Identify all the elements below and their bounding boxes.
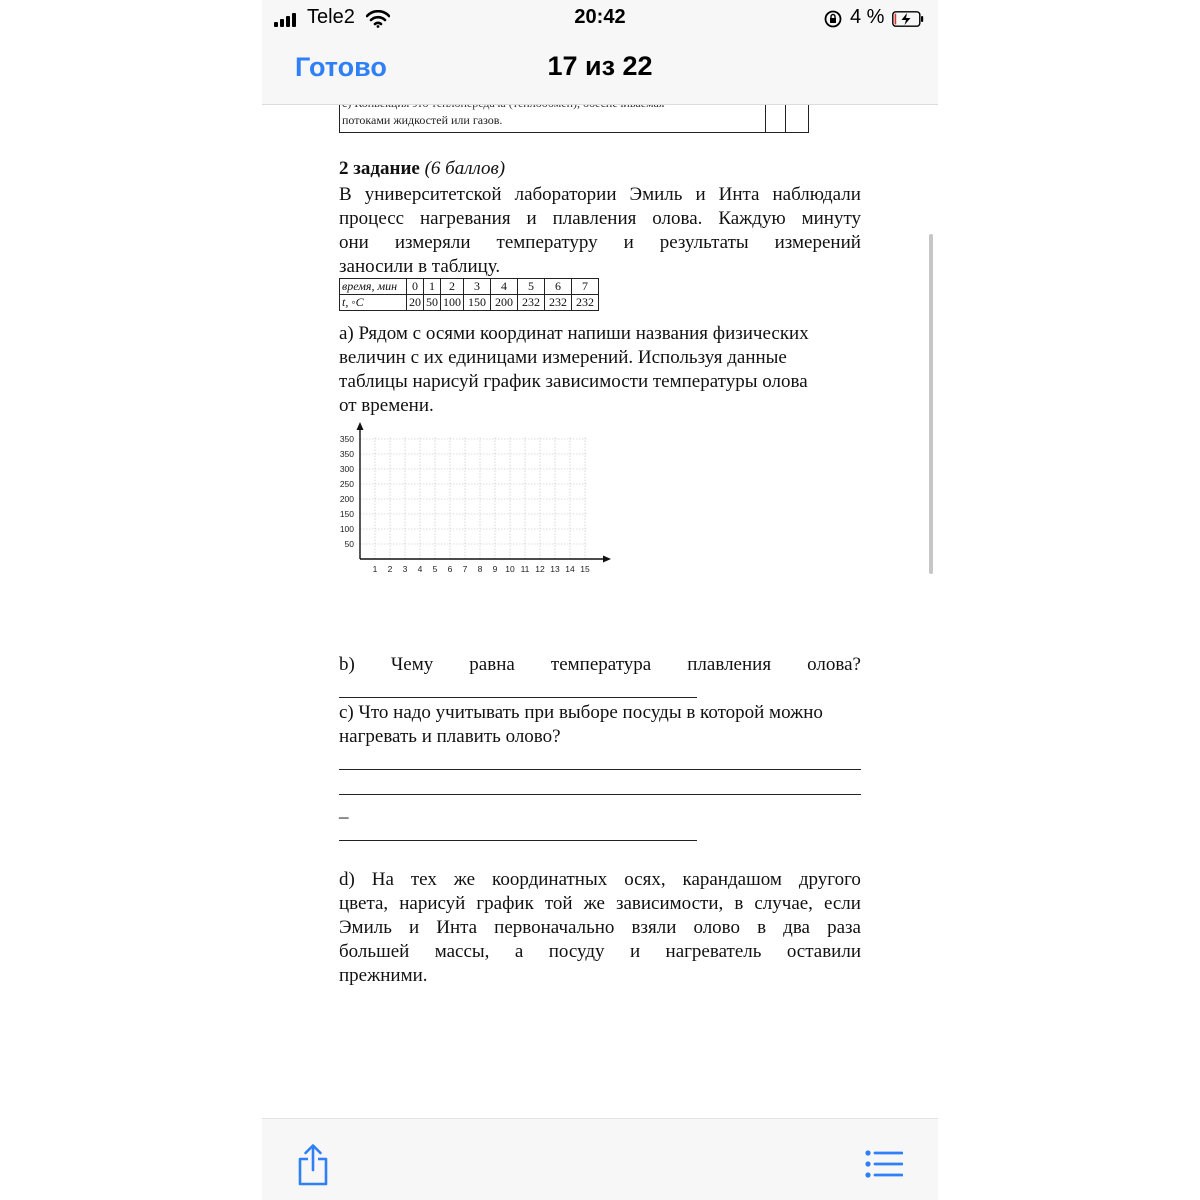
answer-line (339, 840, 697, 841)
navigation-bar (262, 48, 938, 92)
x-tick-label: 15 (580, 564, 590, 574)
word: b) (339, 654, 355, 675)
word: Каждую (718, 208, 786, 229)
x-tick-label: 6 (447, 564, 453, 574)
answer-dash: _ (339, 800, 349, 821)
word: в (757, 917, 767, 938)
word: Инта (718, 184, 760, 205)
word: два (783, 917, 810, 938)
word: Эмиль (339, 917, 392, 938)
x-tick-label: 4 (417, 564, 423, 574)
word: в (734, 893, 744, 914)
rotation-lock-icon (824, 10, 842, 28)
word: осях, (624, 869, 666, 890)
word: равна (469, 654, 515, 675)
word: плавления (552, 208, 637, 229)
table-cell-temp: 232 (545, 295, 572, 311)
word: график (476, 893, 534, 914)
word: оставили (786, 941, 861, 962)
y-tick-label: 300 (339, 464, 354, 474)
table-cell-temp: 100 (441, 295, 464, 311)
text-line: от времени. (339, 395, 434, 416)
word: измеряли (394, 232, 471, 253)
word: и (526, 208, 537, 229)
x-tick-label: 11 (520, 564, 530, 574)
word: На (371, 869, 394, 890)
table-cell-time: 6 (545, 279, 572, 295)
word: заносили в таблицу. (339, 256, 501, 277)
word: Эмиль (629, 184, 683, 205)
y-tick-label: 250 (339, 479, 354, 489)
carrier-name: Tele2 (307, 6, 355, 28)
answer-line (339, 794, 861, 795)
page-counter: 17 из 22 (547, 51, 653, 81)
y-tick-label: 200 (339, 494, 354, 504)
word: и (408, 917, 420, 938)
x-tick-label: 1 (372, 564, 378, 574)
text-line (339, 183, 861, 207)
table-cell-time: 3 (464, 279, 491, 295)
task-intro-paragraph (339, 183, 861, 279)
x-tick-label: 12 (535, 564, 545, 574)
table-cell-time: 2 (441, 279, 464, 295)
text-line: таблицы нарисуй график зависимости температуры олова (339, 371, 808, 392)
table-cell-temp: 50 (424, 295, 441, 311)
x-tick-label: 3 (402, 564, 408, 574)
text-line (339, 892, 861, 916)
word: наблюдали (772, 184, 861, 205)
table-cell-time: 5 (518, 279, 545, 295)
word: массы, (434, 941, 490, 962)
scroll-indicator[interactable] (929, 234, 933, 574)
word: измерений (774, 232, 861, 253)
task-title: 2 задание (339, 158, 420, 179)
table-cell-temp: 20 (407, 295, 424, 311)
phone-screen (262, 0, 938, 1200)
word: Инта (436, 917, 478, 938)
measurement-table (339, 278, 599, 311)
word: карандашом (682, 869, 782, 890)
word: той (544, 893, 573, 914)
table-cell-time: 1 (424, 279, 441, 295)
word: и (623, 232, 634, 253)
y-tick-label: 100 (339, 524, 354, 534)
battery-charging-icon (892, 11, 924, 27)
x-tick-label: 13 (550, 564, 560, 574)
text-line (339, 207, 861, 231)
word: а (514, 941, 524, 962)
word: В (339, 184, 352, 205)
x-tick-label: 7 (462, 564, 468, 574)
text-line (339, 940, 861, 964)
status-bar (262, 4, 938, 30)
y-axis-arrow (357, 422, 364, 430)
part-b-question (339, 653, 861, 677)
y-tick-label: 350 (339, 434, 354, 444)
word: случае, (754, 893, 813, 914)
text-line: с) Что надо учитывать при выборе посуды в которой можно (339, 702, 823, 723)
part-a-paragraph (339, 322, 861, 418)
battery-percent: 4 % (850, 6, 885, 28)
text-line: нагревать и плавить олово? (339, 726, 561, 747)
word: олово (693, 917, 741, 938)
previous-box-line-2: потоками жидкостей или газов. (342, 113, 503, 127)
table-cell-time: 7 (572, 279, 599, 295)
word: олова. (652, 208, 703, 229)
word: взяли (631, 917, 677, 938)
y-tick-label: 50 (344, 539, 354, 549)
word: большей (339, 941, 410, 962)
word: университетской (364, 184, 502, 205)
table-cell-time: 0 (407, 279, 424, 295)
empty-grid-chart (324, 418, 614, 580)
x-tick-label: 8 (477, 564, 483, 574)
table-cell-temp: 232 (518, 295, 545, 311)
y-tick-label: 150 (339, 509, 354, 519)
word: зависимости, (615, 893, 724, 914)
x-tick-label: 5 (432, 564, 438, 574)
part-c-question (339, 701, 861, 749)
word: раза (827, 917, 861, 938)
x-tick-label: 14 (565, 564, 575, 574)
word: нарисуй (399, 893, 466, 914)
x-tick-label: 2 (387, 564, 393, 574)
text-line (339, 916, 861, 940)
top-bar (262, 0, 938, 105)
x-axis-arrow (603, 556, 611, 563)
word: температуру (496, 232, 598, 253)
text-line (339, 868, 861, 892)
word: нагреватель (665, 941, 762, 962)
word: координатных (492, 869, 608, 890)
word: и (629, 941, 641, 962)
word: другого (798, 869, 861, 890)
text-line (339, 964, 861, 988)
x-tick-label: 9 (492, 564, 498, 574)
bottom-toolbar (262, 1118, 938, 1200)
word: тех (410, 869, 437, 890)
status-time: 20:42 (574, 6, 626, 28)
table-row-label: время, мин (340, 279, 407, 295)
list-icon[interactable] (865, 1149, 903, 1179)
word: Чему (390, 654, 434, 675)
table-cell-temp: 150 (464, 295, 491, 311)
word: и (695, 184, 706, 205)
word: d) (339, 869, 355, 890)
table-cell-temp: 232 (572, 295, 599, 311)
word: минуту (801, 208, 861, 229)
word: первоначально (494, 917, 615, 938)
text-line (339, 255, 861, 279)
word: же (453, 869, 476, 890)
word: олова? (807, 654, 861, 675)
share-icon[interactable] (296, 1143, 330, 1187)
part-d-paragraph (339, 868, 861, 988)
word: процесс (339, 208, 405, 229)
answer-line (339, 697, 697, 698)
text-line: а) Рядом с осями координат напиши названия физических (339, 323, 809, 344)
word: прежними. (339, 965, 428, 986)
done-button[interactable]: Готово (295, 52, 387, 82)
table-row-label: t, ◦C (340, 295, 407, 311)
table-cell-time: 4 (491, 279, 518, 295)
word: если (823, 893, 861, 914)
word: лаборатории (514, 184, 617, 205)
word: результаты (659, 232, 749, 253)
word: посуду (548, 941, 605, 962)
y-tick-label: 350 (339, 449, 354, 459)
word: температура (550, 654, 652, 675)
word: плавления (687, 654, 772, 675)
table-cell-temp: 200 (491, 295, 518, 311)
word: они (339, 232, 369, 253)
answer-line (339, 769, 861, 770)
x-tick-label: 10 (505, 564, 515, 574)
word: цвета, (339, 893, 389, 914)
task-heading (339, 158, 505, 180)
text-line: величин с их единицами измерений. Используя данные (339, 347, 787, 368)
word: же (583, 893, 605, 914)
task-points: (6 баллов) (424, 158, 506, 179)
document-page[interactable] (262, 0, 938, 1200)
text-line (339, 653, 861, 677)
word: нагревания (420, 208, 511, 229)
text-line (339, 231, 861, 255)
